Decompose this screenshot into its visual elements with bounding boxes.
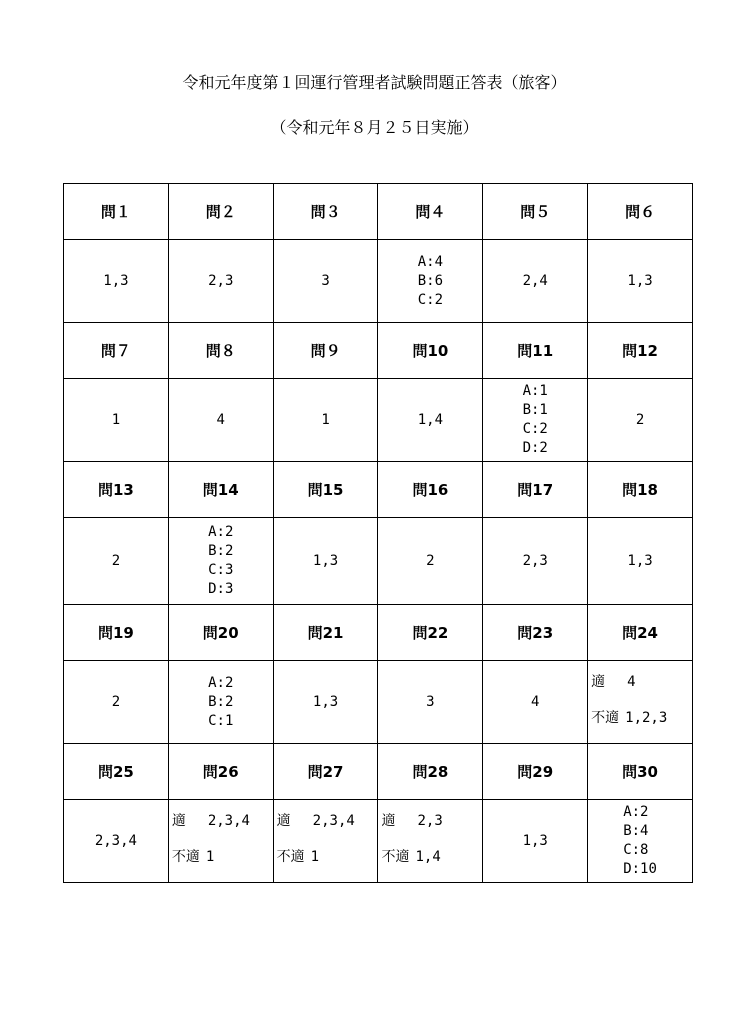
answer-line: A:2 [208, 674, 234, 691]
question-cell: 問17 [483, 462, 588, 518]
fit-line [277, 810, 355, 830]
table-row [64, 518, 693, 605]
answer-line: C:8 [623, 842, 649, 858]
question-cell: 問15 [273, 462, 378, 518]
question-cell: 問27 [273, 744, 378, 800]
answer-line: C:2 [417, 291, 444, 308]
unfit-line [277, 846, 319, 866]
answer-cell: 1,3 [483, 800, 588, 883]
fit-line [381, 810, 442, 830]
question-cell: 問16 [378, 462, 483, 518]
answer-cell: 1,3 [273, 518, 378, 605]
answer-line: D:2 [522, 440, 548, 456]
question-cell: 問10 [378, 323, 483, 379]
fit-label: 適 [276, 813, 291, 829]
answer-cell: 2 [64, 661, 169, 744]
table-row [64, 379, 693, 462]
question-cell: 問９ [273, 323, 378, 379]
answer-table [63, 183, 693, 883]
table-row [64, 184, 693, 240]
answer-cell [483, 379, 588, 462]
question-cell: 問４ [378, 184, 483, 240]
answer-line: C:1 [208, 712, 234, 729]
question-cell: 問５ [483, 184, 588, 240]
fit-value: 2,3,4 [312, 813, 355, 829]
answer-cell: 1 [273, 379, 378, 462]
answer-cell: 1,3 [588, 518, 693, 605]
question-cell: 問28 [378, 744, 483, 800]
answer-line: D:10 [623, 861, 657, 877]
answer-line: B:4 [623, 823, 649, 839]
question-cell: 問１ [64, 184, 169, 240]
answer-line: D:3 [208, 581, 234, 597]
question-cell: 問19 [64, 605, 169, 661]
question-cell: 問25 [64, 744, 169, 800]
fit-answer [378, 800, 482, 882]
unfit-value: 1,2,3 [625, 710, 668, 726]
answer-cell: 2 [64, 518, 169, 605]
answer-line: B:2 [208, 543, 234, 559]
fit-answer [274, 800, 378, 882]
question-cell: 問23 [483, 605, 588, 661]
answer-cell: 2,3,4 [64, 800, 169, 883]
fit-answer [588, 661, 692, 743]
question-cell: 問２ [168, 184, 273, 240]
answer-line: B:6 [417, 272, 444, 289]
unfit-label: 不適 [171, 849, 200, 865]
unfit-line [591, 707, 667, 727]
answer-cell: 2 [378, 518, 483, 605]
question-cell: 問18 [588, 462, 693, 518]
answer-line: A:2 [623, 804, 649, 820]
fit-value: 2,3,4 [207, 813, 250, 829]
answer-line: B:2 [208, 693, 234, 710]
answer-cell: 2 [588, 379, 693, 462]
unfit-line [381, 846, 440, 866]
answer-cell [168, 518, 273, 605]
answer-cell: 1,3 [588, 240, 693, 323]
fit-line [591, 671, 635, 691]
answer-cell: 1,3 [273, 661, 378, 744]
answer-multi [418, 253, 443, 310]
fit-label: 適 [591, 674, 606, 690]
question-cell: 問６ [588, 184, 693, 240]
unfit-label: 不適 [381, 849, 410, 865]
question-cell: 問22 [378, 605, 483, 661]
question-cell: 問３ [273, 184, 378, 240]
fit-value: 4 [627, 674, 636, 690]
answer-multi [623, 803, 657, 879]
table-row [64, 240, 693, 323]
question-cell: 問21 [273, 605, 378, 661]
fit-label: 適 [171, 813, 186, 829]
question-cell: 問29 [483, 744, 588, 800]
unfit-line [172, 846, 214, 866]
answer-multi [208, 523, 233, 599]
question-cell: 問14 [168, 462, 273, 518]
fit-label: 適 [381, 813, 396, 829]
answer-cell: 2,3 [483, 518, 588, 605]
page-title: 令和元年度第１回運行管理者試験問題正答表（旅客） [182, 73, 567, 92]
answer-cell [168, 800, 273, 883]
question-cell: 問12 [588, 323, 693, 379]
question-cell: 問24 [588, 605, 693, 661]
answer-cell [273, 800, 378, 883]
question-cell: 問26 [168, 744, 273, 800]
answer-cell: 2,4 [483, 240, 588, 323]
answer-cell: 2,3 [168, 240, 273, 323]
answer-cell: 3 [378, 661, 483, 744]
answer-line: B:1 [522, 402, 548, 418]
answer-cell [168, 661, 273, 744]
answer-line: A:1 [522, 383, 548, 399]
table-row [64, 323, 693, 379]
table-row [64, 462, 693, 518]
answer-line: C:3 [208, 562, 234, 578]
answer-cell: 1,4 [378, 379, 483, 462]
unfit-label: 不適 [591, 710, 620, 726]
answer-cell: 4 [483, 661, 588, 744]
unfit-value: 1 [310, 849, 320, 865]
answer-cell [588, 800, 693, 883]
answer-line: C:2 [522, 421, 548, 437]
answer-cell: 1,3 [64, 240, 169, 323]
answer-cell: 4 [168, 379, 273, 462]
unfit-label: 不適 [276, 849, 305, 865]
question-cell: 問11 [483, 323, 588, 379]
answer-cell [378, 240, 483, 323]
answer-cell: 1 [64, 379, 169, 462]
fit-value: 2,3 [417, 813, 443, 829]
answer-multi [523, 382, 548, 458]
question-cell: 問７ [64, 323, 169, 379]
question-cell: 問８ [168, 323, 273, 379]
table-row [64, 744, 693, 800]
question-cell: 問13 [64, 462, 169, 518]
table-row [64, 800, 693, 883]
answer-multi [208, 674, 233, 731]
page-subtitle: （令和元年８月２５日実施） [270, 118, 479, 137]
fit-answer [169, 800, 273, 882]
fit-line [172, 810, 250, 830]
table-row [64, 661, 693, 744]
answer-cell [378, 800, 483, 883]
table-row [64, 605, 693, 661]
answer-line: A:4 [417, 253, 444, 270]
answer-line: A:2 [208, 524, 234, 540]
question-cell: 問30 [588, 744, 693, 800]
answer-cell: 3 [273, 240, 378, 323]
unfit-value: 1,4 [415, 849, 441, 865]
answer-cell [588, 661, 693, 744]
question-cell: 問20 [168, 605, 273, 661]
unfit-value: 1 [205, 849, 215, 865]
